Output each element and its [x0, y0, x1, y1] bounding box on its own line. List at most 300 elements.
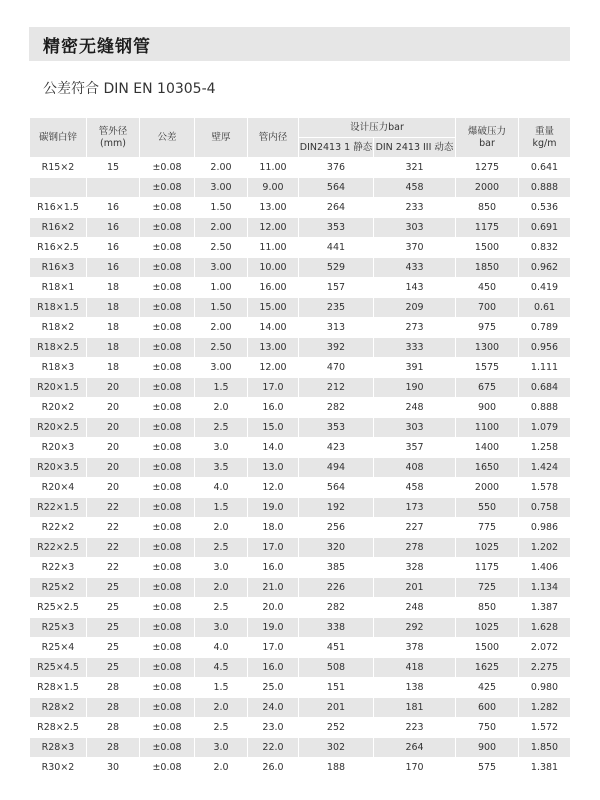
cell-wall: 3.0 — [195, 738, 248, 758]
cell-spec: R20×2 — [30, 398, 87, 418]
cell-static-pressure: 252 — [299, 718, 374, 738]
cell-id: 16.00 — [248, 278, 299, 298]
cell-od: 20 — [87, 478, 140, 498]
cell-id: 16.0 — [248, 658, 299, 678]
header-burst-line2: bar — [479, 137, 495, 149]
cell-weight: 1.578 — [519, 478, 571, 498]
cell-spec: R18×1 — [30, 278, 87, 298]
cell-burst-pressure: 550 — [456, 498, 519, 518]
cell-burst-pressure: 600 — [456, 698, 519, 718]
cell-wall: 2.0 — [195, 698, 248, 718]
cell-od: 20 — [87, 458, 140, 478]
cell-tolerance: ±0.08 — [140, 678, 195, 698]
cell-static-pressure: 564 — [299, 178, 374, 198]
cell-weight: 1.572 — [519, 718, 571, 738]
table-row — [30, 378, 571, 398]
cell-wall: 1.50 — [195, 198, 248, 218]
cell-wall: 2.0 — [195, 518, 248, 538]
table-row — [30, 518, 571, 538]
cell-tolerance: ±0.08 — [140, 398, 195, 418]
cell-id: 13.00 — [248, 198, 299, 218]
cell-spec: R22×1.5 — [30, 498, 87, 518]
cell-od: 25 — [87, 618, 140, 638]
cell-weight: 1.628 — [519, 618, 571, 638]
cell-spec — [30, 178, 87, 198]
cell-spec: R25×3 — [30, 618, 87, 638]
cell-id: 24.0 — [248, 698, 299, 718]
cell-wall: 3.00 — [195, 258, 248, 278]
cell-spec: R18×3 — [30, 358, 87, 378]
cell-wall: 4.0 — [195, 478, 248, 498]
cell-tolerance: ±0.08 — [140, 618, 195, 638]
cell-od: 20 — [87, 378, 140, 398]
header-pressure-group: 设计压力bar — [299, 118, 456, 138]
standard-subtitle: 公差符合 DIN EN 10305-4 — [43, 81, 216, 97]
cell-spec: R18×1.5 — [30, 298, 87, 318]
cell-spec: R16×3 — [30, 258, 87, 278]
cell-dynamic-pressure: 333 — [374, 338, 456, 358]
header-od-line1: 管外径 — [98, 125, 128, 137]
cell-weight: 1.282 — [519, 698, 571, 718]
cell-weight: 2.072 — [519, 638, 571, 658]
cell-weight: 1.381 — [519, 758, 571, 778]
cell-id: 23.0 — [248, 718, 299, 738]
cell-id: 13.0 — [248, 458, 299, 478]
cell-od: 18 — [87, 318, 140, 338]
cell-tolerance: ±0.08 — [140, 238, 195, 258]
cell-id: 15.00 — [248, 298, 299, 318]
cell-burst-pressure: 450 — [456, 278, 519, 298]
cell-dynamic-pressure: 357 — [374, 438, 456, 458]
table-row — [30, 738, 571, 758]
cell-od: 28 — [87, 718, 140, 738]
cell-static-pressure: 392 — [299, 338, 374, 358]
cell-wall: 2.5 — [195, 418, 248, 438]
cell-burst-pressure: 775 — [456, 518, 519, 538]
cell-spec: R28×2 — [30, 698, 87, 718]
cell-id: 18.0 — [248, 518, 299, 538]
cell-od: 25 — [87, 658, 140, 678]
cell-weight: 0.986 — [519, 518, 571, 538]
cell-wall: 3.00 — [195, 358, 248, 378]
cell-dynamic-pressure: 173 — [374, 498, 456, 518]
table-row — [30, 598, 571, 618]
cell-dynamic-pressure: 181 — [374, 698, 456, 718]
cell-weight: 0.956 — [519, 338, 571, 358]
cell-static-pressure: 302 — [299, 738, 374, 758]
table-row — [30, 618, 571, 638]
cell-spec: R28×2.5 — [30, 718, 87, 738]
header-burst — [456, 118, 519, 158]
cell-dynamic-pressure: 190 — [374, 378, 456, 398]
table-row — [30, 478, 571, 498]
cell-wall: 2.5 — [195, 598, 248, 618]
cell-burst-pressure: 1575 — [456, 358, 519, 378]
header-od-line2: (mm) — [100, 137, 126, 149]
cell-wall: 1.5 — [195, 498, 248, 518]
cell-weight: 1.424 — [519, 458, 571, 478]
cell-wall: 2.5 — [195, 538, 248, 558]
cell-tolerance: ±0.08 — [140, 158, 195, 178]
cell-wall: 2.5 — [195, 718, 248, 738]
cell-id: 12.0 — [248, 478, 299, 498]
cell-dynamic-pressure: 370 — [374, 238, 456, 258]
cell-tolerance: ±0.08 — [140, 738, 195, 758]
table-row — [30, 418, 571, 438]
cell-static-pressure: 376 — [299, 158, 374, 178]
cell-burst-pressure: 425 — [456, 678, 519, 698]
table-row — [30, 338, 571, 358]
cell-weight: 2.275 — [519, 658, 571, 678]
cell-dynamic-pressure: 248 — [374, 398, 456, 418]
cell-dynamic-pressure: 458 — [374, 478, 456, 498]
cell-static-pressure: 423 — [299, 438, 374, 458]
cell-id: 20.0 — [248, 598, 299, 618]
cell-static-pressure: 313 — [299, 318, 374, 338]
cell-static-pressure: 188 — [299, 758, 374, 778]
cell-id: 17.0 — [248, 638, 299, 658]
cell-wall: 3.5 — [195, 458, 248, 478]
cell-wall: 3.00 — [195, 178, 248, 198]
cell-spec: R16×2.5 — [30, 238, 87, 258]
cell-burst-pressure: 975 — [456, 318, 519, 338]
cell-tolerance: ±0.08 — [140, 658, 195, 678]
cell-od: 18 — [87, 338, 140, 358]
cell-tolerance: ±0.08 — [140, 638, 195, 658]
table-row — [30, 578, 571, 598]
cell-od: 16 — [87, 198, 140, 218]
cell-od: 25 — [87, 578, 140, 598]
table-row — [30, 558, 571, 578]
cell-burst-pressure: 1275 — [456, 158, 519, 178]
cell-id: 25.0 — [248, 678, 299, 698]
cell-spec: R20×2.5 — [30, 418, 87, 438]
cell-od: 20 — [87, 438, 140, 458]
cell-burst-pressure: 850 — [456, 598, 519, 618]
cell-od: 25 — [87, 598, 140, 618]
cell-dynamic-pressure: 378 — [374, 638, 456, 658]
cell-spec: R20×1.5 — [30, 378, 87, 398]
cell-od: 16 — [87, 258, 140, 278]
cell-tolerance: ±0.08 — [140, 438, 195, 458]
cell-dynamic-pressure: 303 — [374, 218, 456, 238]
cell-id: 16.0 — [248, 558, 299, 578]
cell-wall: 2.0 — [195, 578, 248, 598]
cell-weight: 1.258 — [519, 438, 571, 458]
cell-weight: 0.691 — [519, 218, 571, 238]
cell-static-pressure: 282 — [299, 598, 374, 618]
cell-static-pressure: 385 — [299, 558, 374, 578]
table-row — [30, 758, 571, 778]
cell-tolerance: ±0.08 — [140, 478, 195, 498]
cell-burst-pressure: 1175 — [456, 558, 519, 578]
cell-dynamic-pressure: 227 — [374, 518, 456, 538]
cell-id: 22.0 — [248, 738, 299, 758]
header-spec: 碳钢白锌 — [30, 118, 87, 158]
cell-id: 26.0 — [248, 758, 299, 778]
cell-weight: 1.387 — [519, 598, 571, 618]
cell-static-pressure: 441 — [299, 238, 374, 258]
table-row — [30, 538, 571, 558]
cell-spec: R22×2 — [30, 518, 87, 538]
cell-dynamic-pressure: 418 — [374, 658, 456, 678]
cell-burst-pressure: 1025 — [456, 538, 519, 558]
cell-burst-pressure: 1850 — [456, 258, 519, 278]
cell-tolerance: ±0.08 — [140, 698, 195, 718]
cell-id: 15.0 — [248, 418, 299, 438]
cell-burst-pressure: 900 — [456, 738, 519, 758]
cell-tolerance: ±0.08 — [140, 178, 195, 198]
cell-burst-pressure: 1175 — [456, 218, 519, 238]
cell-id: 12.00 — [248, 358, 299, 378]
cell-burst-pressure: 1300 — [456, 338, 519, 358]
header-od — [87, 118, 140, 158]
table-row — [30, 438, 571, 458]
cell-tolerance: ±0.08 — [140, 558, 195, 578]
cell-wall: 1.5 — [195, 678, 248, 698]
cell-spec: R20×4 — [30, 478, 87, 498]
header-wall: 壁厚 — [195, 118, 248, 158]
cell-dynamic-pressure: 303 — [374, 418, 456, 438]
cell-tolerance: ±0.08 — [140, 518, 195, 538]
cell-od: 22 — [87, 498, 140, 518]
cell-static-pressure: 226 — [299, 578, 374, 598]
cell-weight: 0.684 — [519, 378, 571, 398]
header-dynamic: DIN 2413 III 动态 — [374, 138, 456, 158]
table-row — [30, 638, 571, 658]
cell-wall: 2.50 — [195, 338, 248, 358]
cell-spec: R15×2 — [30, 158, 87, 178]
header-static: DIN2413 1 静态 — [299, 138, 374, 158]
cell-id: 17.0 — [248, 378, 299, 398]
cell-dynamic-pressure: 170 — [374, 758, 456, 778]
cell-static-pressure: 470 — [299, 358, 374, 378]
cell-wall: 1.5 — [195, 378, 248, 398]
cell-weight: 0.758 — [519, 498, 571, 518]
cell-id: 17.0 — [248, 538, 299, 558]
cell-od: 18 — [87, 358, 140, 378]
table-row — [30, 258, 571, 278]
cell-id: 14.0 — [248, 438, 299, 458]
cell-dynamic-pressure: 278 — [374, 538, 456, 558]
cell-dynamic-pressure: 408 — [374, 458, 456, 478]
cell-weight: 0.888 — [519, 178, 571, 198]
cell-tolerance: ±0.08 — [140, 258, 195, 278]
cell-wall: 1.50 — [195, 298, 248, 318]
cell-od: 25 — [87, 638, 140, 658]
cell-burst-pressure: 2000 — [456, 478, 519, 498]
cell-od: 18 — [87, 278, 140, 298]
cell-dynamic-pressure: 233 — [374, 198, 456, 218]
cell-spec: R16×2 — [30, 218, 87, 238]
cell-od: 15 — [87, 158, 140, 178]
table-row — [30, 458, 571, 478]
cell-static-pressure: 235 — [299, 298, 374, 318]
cell-static-pressure: 201 — [299, 698, 374, 718]
cell-od: 28 — [87, 738, 140, 758]
cell-id: 21.0 — [248, 578, 299, 598]
cell-od: 22 — [87, 518, 140, 538]
cell-static-pressure: 353 — [299, 218, 374, 238]
cell-weight: 1.850 — [519, 738, 571, 758]
table-row — [30, 358, 571, 378]
cell-static-pressure: 264 — [299, 198, 374, 218]
cell-burst-pressure: 1650 — [456, 458, 519, 478]
header-weight-line1: 重量 — [535, 125, 555, 137]
cell-spec: R16×1.5 — [30, 198, 87, 218]
cell-weight: 0.789 — [519, 318, 571, 338]
cell-tolerance: ±0.08 — [140, 338, 195, 358]
cell-tolerance: ±0.08 — [140, 278, 195, 298]
cell-tolerance: ±0.08 — [140, 598, 195, 618]
header-weight — [519, 118, 571, 158]
table-row — [30, 178, 571, 198]
cell-static-pressure: 320 — [299, 538, 374, 558]
cell-weight: 1.079 — [519, 418, 571, 438]
cell-dynamic-pressure: 292 — [374, 618, 456, 638]
cell-od: 22 — [87, 538, 140, 558]
cell-tolerance: ±0.08 — [140, 198, 195, 218]
cell-tolerance: ±0.08 — [140, 418, 195, 438]
table-row — [30, 398, 571, 418]
cell-tolerance: ±0.08 — [140, 458, 195, 478]
table-row — [30, 238, 571, 258]
cell-static-pressure: 256 — [299, 518, 374, 538]
cell-dynamic-pressure: 321 — [374, 158, 456, 178]
cell-id: 10.00 — [248, 258, 299, 278]
cell-tolerance: ±0.08 — [140, 718, 195, 738]
page-title: 精密无缝钢管 — [43, 36, 151, 57]
cell-spec: R18×2 — [30, 318, 87, 338]
table-row — [30, 158, 571, 178]
cell-id: 14.00 — [248, 318, 299, 338]
cell-static-pressure: 353 — [299, 418, 374, 438]
cell-wall: 2.0 — [195, 758, 248, 778]
cell-dynamic-pressure: 273 — [374, 318, 456, 338]
cell-wall: 2.00 — [195, 218, 248, 238]
cell-spec: R18×2.5 — [30, 338, 87, 358]
cell-tolerance: ±0.08 — [140, 498, 195, 518]
cell-id: 16.0 — [248, 398, 299, 418]
cell-wall: 4.0 — [195, 638, 248, 658]
title-banner — [29, 27, 570, 61]
cell-static-pressure: 494 — [299, 458, 374, 478]
cell-burst-pressure: 1025 — [456, 618, 519, 638]
cell-weight: 0.832 — [519, 238, 571, 258]
cell-spec: R25×2 — [30, 578, 87, 598]
cell-weight: 0.980 — [519, 678, 571, 698]
cell-static-pressure: 157 — [299, 278, 374, 298]
cell-od: 22 — [87, 558, 140, 578]
header-tolerance: 公差 — [140, 118, 195, 158]
cell-static-pressure: 212 — [299, 378, 374, 398]
cell-od: 20 — [87, 398, 140, 418]
cell-weight: 0.536 — [519, 198, 571, 218]
cell-wall: 4.5 — [195, 658, 248, 678]
cell-tolerance: ±0.08 — [140, 318, 195, 338]
cell-dynamic-pressure: 248 — [374, 598, 456, 618]
cell-burst-pressure: 1400 — [456, 438, 519, 458]
cell-wall: 1.00 — [195, 278, 248, 298]
table-row — [30, 218, 571, 238]
cell-id: 12.00 — [248, 218, 299, 238]
cell-tolerance: ±0.08 — [140, 378, 195, 398]
cell-id: 11.00 — [248, 158, 299, 178]
cell-static-pressure: 564 — [299, 478, 374, 498]
cell-burst-pressure: 850 — [456, 198, 519, 218]
cell-dynamic-pressure: 143 — [374, 278, 456, 298]
cell-od: 16 — [87, 238, 140, 258]
cell-dynamic-pressure: 138 — [374, 678, 456, 698]
cell-burst-pressure: 1500 — [456, 638, 519, 658]
cell-weight: 0.962 — [519, 258, 571, 278]
header-id: 管内径 — [248, 118, 299, 158]
cell-dynamic-pressure: 223 — [374, 718, 456, 738]
cell-weight: 1.134 — [519, 578, 571, 598]
table-row — [30, 298, 571, 318]
cell-dynamic-pressure: 209 — [374, 298, 456, 318]
cell-id: 11.00 — [248, 238, 299, 258]
cell-burst-pressure: 700 — [456, 298, 519, 318]
steel-tube-spec-table — [29, 117, 571, 778]
cell-spec: R25×4.5 — [30, 658, 87, 678]
cell-id: 19.0 — [248, 618, 299, 638]
cell-spec: R28×3 — [30, 738, 87, 758]
cell-spec: R28×1.5 — [30, 678, 87, 698]
cell-od: 20 — [87, 418, 140, 438]
cell-od: 28 — [87, 698, 140, 718]
cell-spec: R25×2.5 — [30, 598, 87, 618]
cell-dynamic-pressure: 458 — [374, 178, 456, 198]
cell-spec: R25×4 — [30, 638, 87, 658]
cell-od: 30 — [87, 758, 140, 778]
cell-dynamic-pressure: 328 — [374, 558, 456, 578]
cell-static-pressure: 192 — [299, 498, 374, 518]
table-row — [30, 678, 571, 698]
cell-tolerance: ±0.08 — [140, 218, 195, 238]
cell-dynamic-pressure: 201 — [374, 578, 456, 598]
cell-static-pressure: 451 — [299, 638, 374, 658]
cell-burst-pressure: 675 — [456, 378, 519, 398]
table-row — [30, 718, 571, 738]
table-row — [30, 278, 571, 298]
cell-spec: R30×2 — [30, 758, 87, 778]
cell-od: 18 — [87, 298, 140, 318]
cell-burst-pressure: 750 — [456, 718, 519, 738]
cell-static-pressure: 151 — [299, 678, 374, 698]
cell-tolerance: ±0.08 — [140, 578, 195, 598]
cell-weight: 0.641 — [519, 158, 571, 178]
cell-wall: 2.50 — [195, 238, 248, 258]
cell-static-pressure: 338 — [299, 618, 374, 638]
cell-static-pressure: 508 — [299, 658, 374, 678]
cell-weight: 0.419 — [519, 278, 571, 298]
cell-burst-pressure: 1625 — [456, 658, 519, 678]
cell-weight: 1.406 — [519, 558, 571, 578]
cell-dynamic-pressure: 433 — [374, 258, 456, 278]
cell-spec: R22×2.5 — [30, 538, 87, 558]
cell-burst-pressure: 900 — [456, 398, 519, 418]
cell-weight: 1.111 — [519, 358, 571, 378]
cell-burst-pressure: 1100 — [456, 418, 519, 438]
cell-id: 13.00 — [248, 338, 299, 358]
cell-od: 28 — [87, 678, 140, 698]
cell-id: 19.0 — [248, 498, 299, 518]
cell-spec: R22×3 — [30, 558, 87, 578]
table-row — [30, 698, 571, 718]
cell-dynamic-pressure: 391 — [374, 358, 456, 378]
cell-tolerance: ±0.08 — [140, 358, 195, 378]
